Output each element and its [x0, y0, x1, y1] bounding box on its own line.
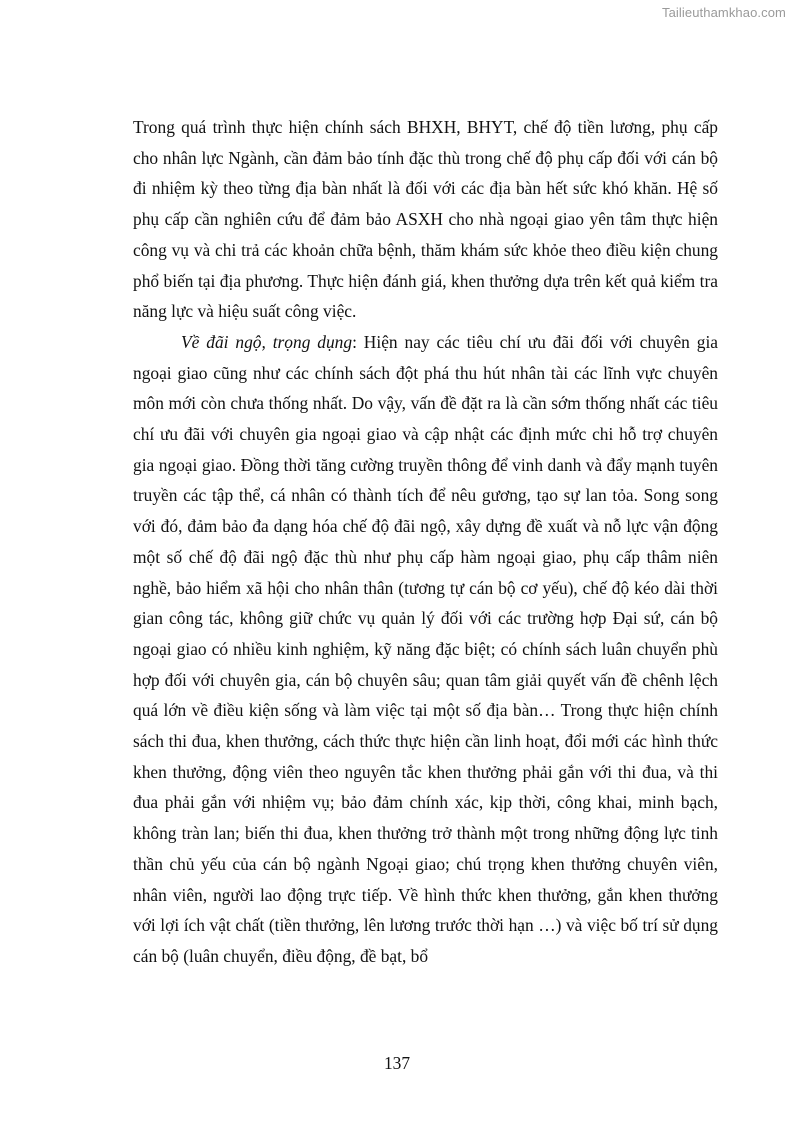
- watermark-text: Tailieuthamkhao.com: [661, 5, 786, 20]
- page-number: 137: [383, 1053, 411, 1073]
- paragraph-text: Trong quá trình thực hiện chính sách BHXH, BHYT, chế độ tiền lương, phụ cấp cho nhân lực Ngành, cần đảm bảo tính đặc thù trong chế độ phụ cấp đối với cán bộ đi nhiệm kỳ theo từng địa bàn nhất là đối với các địa bàn hết sức khó khăn. Hệ số phụ cấp cần nghiên cứu để đảm bảo ASXH cho nhà ngoại giao yên tâm thực hiện công vụ và chi trả các khoản chữa bệnh, thăm khám sức khỏe theo điều kiện chung phổ biến tại địa phương. Thực hiện đánh giá, khen thưởng dựa trên kết quả kiểm tra năng lực và hiệu suất công việc.: [133, 117, 718, 322]
- italic-lead-phrase: Về đãi ngộ, trọng dụng: [181, 331, 353, 352]
- page-body: [133, 112, 718, 972]
- paragraph-text: : Hiện nay các tiêu chí ưu đãi đối với chuyên gia ngoại giao cũng như các chính sách đột phá thu hút nhân tài các lĩnh vực chuyên môn mới còn chưa thống nhất. Do vậy, vấn đề đặt ra là cần sớm thống nhất các tiêu chí ưu đãi với chuyên gia ngoại giao và cập nhật các định mức chi hỗ trợ chuyên gia ngoại giao. Đồng thời tăng cường truyền thông để vinh danh và đẩy mạnh tuyên truyền các tập thể, cá nhân có thành tích để nêu gương, tạo sự lan tỏa. Song song với đó, đảm bảo đa dạng hóa chế độ đãi ngộ, xây dựng đề xuất và nỗ lực vận động một số chế độ đãi ngộ đặc thù như phụ cấp hàm ngoại giao, phụ cấp thâm niên nghề, bảo hiểm xã hội cho nhân thân (tương tự cán bộ cơ yếu), chế độ kéo dài thời gian công tác, không giữ chức vụ quản lý đối với các trường hợp Đại sứ, cán bộ ngoại giao có nhiều kinh nghiệm, kỹ năng đặc biệt; có chính sách luân chuyển phù hợp đối với chuyên gia, cán bộ chuyên sâu; quan tâm giải quyết vấn đề chênh lệch quá lớn về điều kiện sống và làm việc tại một số địa bàn… Trong thực hiện chính sách thi đua, khen thưởng, cách thức thực hiện cần linh hoạt, đổi mới các hình thức khen thưởng, động viên theo nguyên tắc khen thưởng phải gắn với thi đua, và thi đua phải gắn với nhiệm vụ; bảo đảm chính xác, kịp thời, công khai, minh bạch, không tràn lan; biến thi đua, khen thưởng trở thành một trong những động lực tinh thần chủ yếu của cán bộ ngành Ngoại giao; chú trọng khen thưởng chuyên viên, nhân viên, người lao động trực tiếp. Về hình thức khen thưởng, gắn khen thưởng với lợi ích vật chất (tiền thưởng, lên lương trước thời hạn …) và việc bố trí sử dụng cán bộ (luân chuyển, điều động, đề bạt, bổ: [133, 331, 719, 966]
- paragraph-social-insurance: [133, 112, 718, 327]
- paragraph-remuneration: [133, 327, 718, 972]
